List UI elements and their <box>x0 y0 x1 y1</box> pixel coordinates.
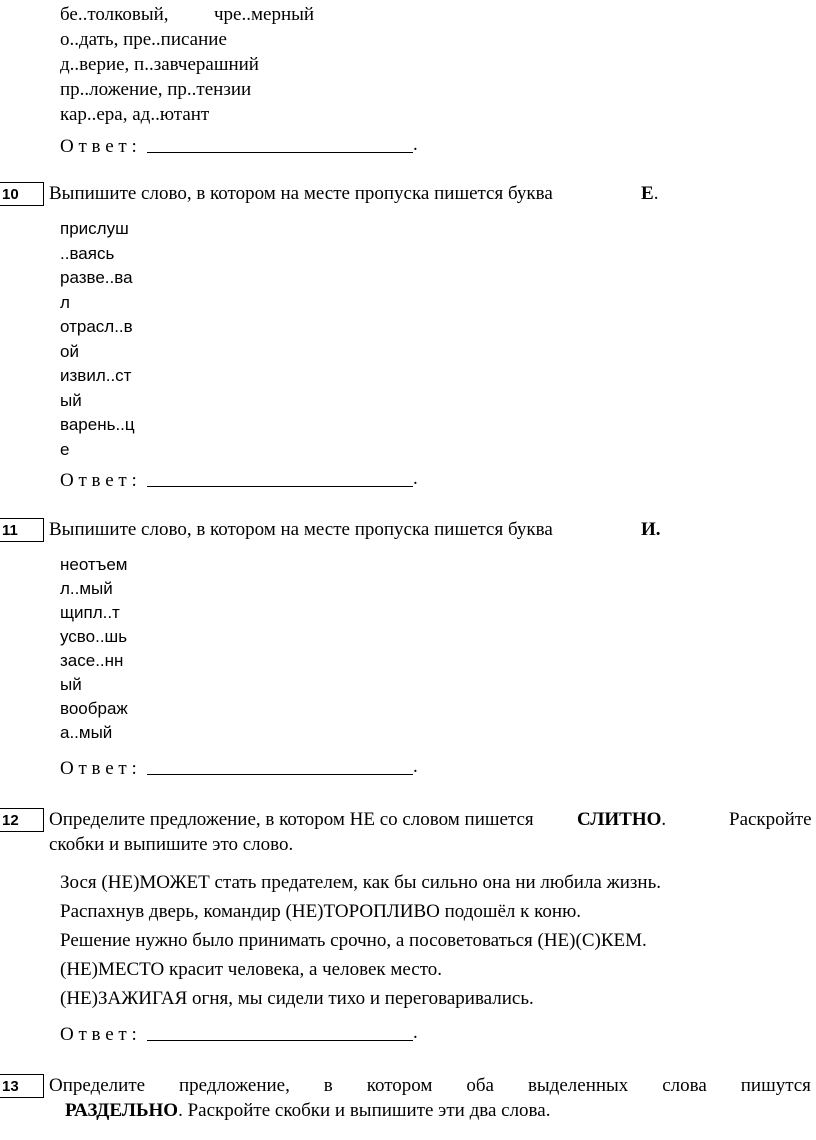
answer-dot: . <box>413 1022 418 1043</box>
question-prompt: Определите предложение, в котором НЕ со словом пишется <box>49 809 534 830</box>
word-fragment: разве..ва <box>60 268 133 287</box>
answer-dot: . <box>413 134 418 155</box>
question-number: 10 <box>0 182 44 206</box>
prompt-word: пишутся <box>740 1075 811 1096</box>
q9-option: о..дать, пре..писание <box>60 29 227 50</box>
question-prompt-line2: скобки и выпишите это слово. <box>49 834 294 855</box>
word-fragment: а..мый <box>60 723 113 742</box>
target-letter: И. <box>641 519 661 540</box>
sentence-option: Решение нужно было принимать срочно, а посоветоваться (НЕ)(С)КЕМ. <box>60 930 647 951</box>
prompt-word: предложение, <box>179 1075 290 1096</box>
sentence-option: Распахнув дверь, командир (НЕ)ТОРОПЛИВО подошёл к коню. <box>60 901 582 922</box>
word-fragment: прислуш <box>60 219 129 238</box>
word-fragment: засе..нн <box>60 651 124 670</box>
answer-field[interactable] <box>147 774 413 775</box>
answer-label: О т в е т : <box>60 136 137 157</box>
question-prompt: Выпишите слово, в котором на месте пропуска пишется буква <box>49 519 553 540</box>
question-prompt <box>49 1073 811 1099</box>
q9-option: пр..ложение, пр..тензии <box>60 79 252 100</box>
question-prompt-line2: РАЗДЕЛЬНО. Раскройте скобки и выпишите эти два слова. <box>65 1100 551 1121</box>
word-fragment: неотъем <box>60 555 128 574</box>
answer-field[interactable] <box>147 1040 413 1041</box>
q9-option: д..верие, п..завчерашний <box>60 54 259 75</box>
answer-label: О т в е т : <box>60 1024 137 1045</box>
question-number: 13 <box>0 1074 44 1098</box>
q9-option: кар..ера, ад..ютант <box>60 104 210 125</box>
answer-field[interactable] <box>147 486 413 487</box>
word-fragment: ый <box>60 391 82 410</box>
word-fragment: щипл..т <box>60 603 120 622</box>
sentence-option: Зося (НЕ)МОЖЕТ стать предателем, как бы сильно она ни любила жизнь. <box>60 872 661 893</box>
prompt-word: слова <box>662 1075 707 1096</box>
question-prompt: Выпишите слово, в котором на месте пропуска пишется буква <box>49 183 553 204</box>
word-fragment: е <box>60 440 70 459</box>
word-fragment: л..мый <box>60 579 113 598</box>
word-fragment: ой <box>60 342 79 361</box>
word-fragment: ый <box>60 675 82 694</box>
word-fragment: варень..ц <box>60 415 135 434</box>
target-letter: Е. <box>641 183 659 204</box>
word-fragment: л <box>60 293 70 312</box>
prompt-word: оба <box>466 1075 494 1096</box>
word-fragment: извил..ст <box>60 366 132 385</box>
answer-dot: . <box>413 468 418 489</box>
prompt-word: котором <box>366 1075 433 1096</box>
emphasis-word: СЛИТНО. <box>577 809 667 830</box>
word-fragment: усво..шь <box>60 627 128 646</box>
prompt-word: выделенных <box>527 1075 629 1096</box>
answer-label: О т в е т : <box>60 758 137 779</box>
word-fragment: воображ <box>60 699 128 718</box>
question-number: 11 <box>0 518 44 542</box>
prompt-word: Определите <box>49 1075 146 1096</box>
answer-label: О т в е т : <box>60 470 137 491</box>
sentence-option: (НЕ)МЕСТО красит человека, а человек место. <box>60 959 443 980</box>
question-number: 12 <box>0 808 44 832</box>
answer-dot: . <box>413 756 418 777</box>
word-fragment: ..ваясь <box>60 244 115 263</box>
prompt-word: в <box>323 1075 333 1096</box>
q9-option: чре..мерный <box>214 4 315 25</box>
answer-field[interactable] <box>147 152 413 153</box>
emphasis-word: РАЗДЕЛЬНО <box>65 1100 179 1121</box>
q9-option: бе..толковый, <box>60 4 169 25</box>
question-prompt-continued: Раскройте <box>729 809 812 830</box>
word-fragment: отрасл..в <box>60 317 133 336</box>
sentence-option: (НЕ)ЗАЖИГАЯ огня, мы сидели тихо и переговаривались. <box>60 988 534 1009</box>
